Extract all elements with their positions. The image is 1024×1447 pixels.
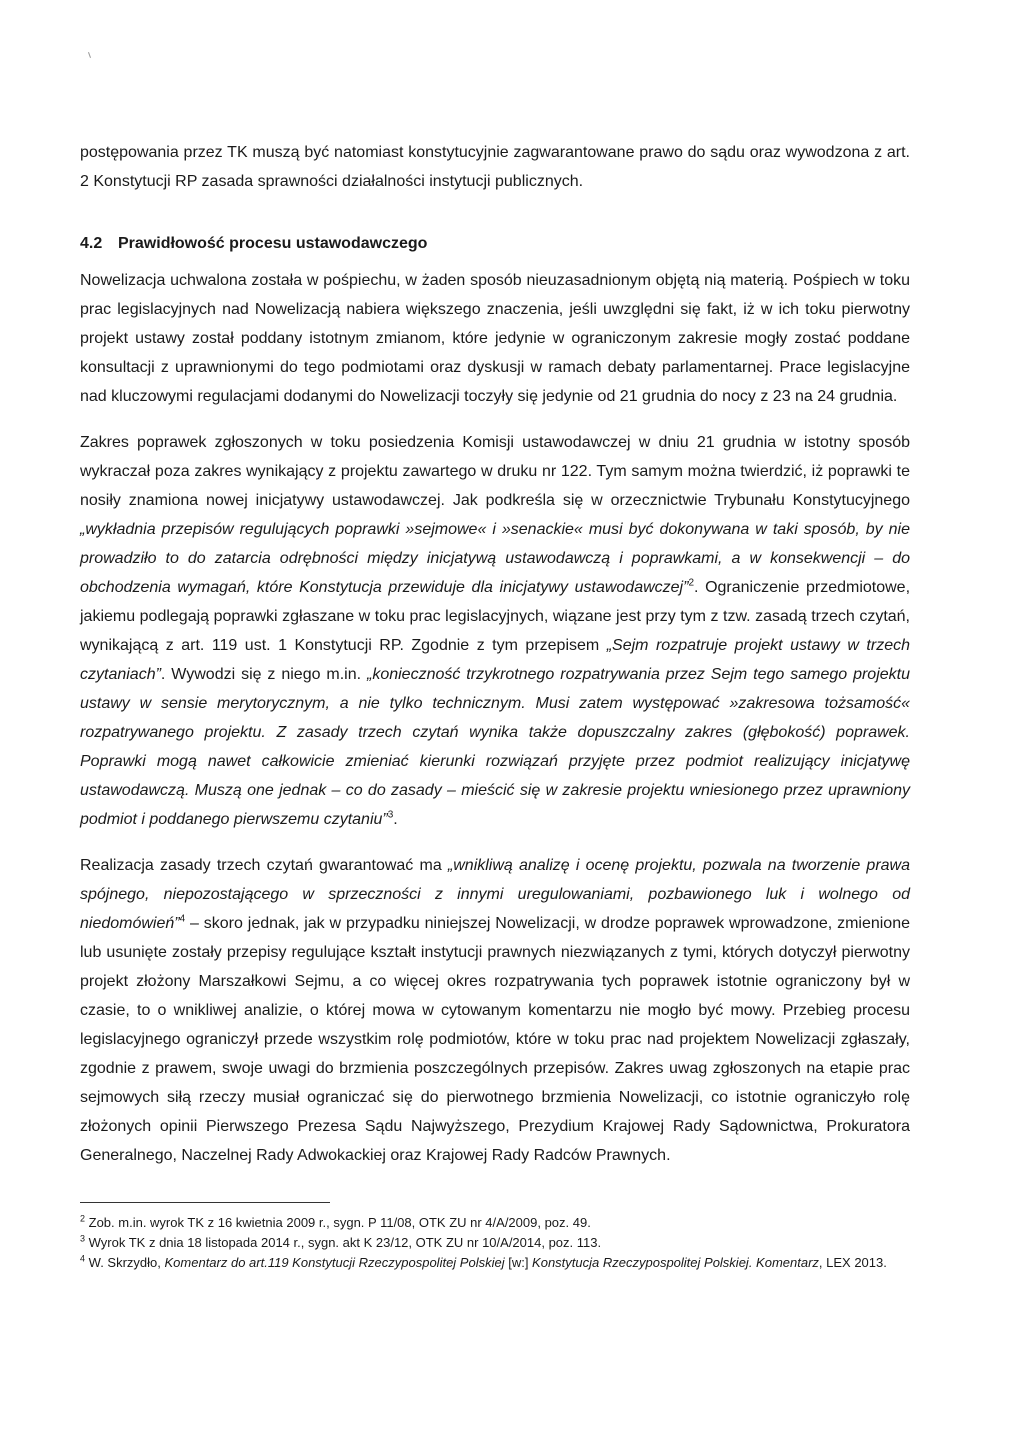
quote-art-119: „Sejm rozpatruje projekt ustawy w trzech czytaniach” bbox=[80, 637, 910, 683]
scan-speck bbox=[88, 52, 91, 58]
section-number: 4.2 bbox=[80, 235, 103, 252]
section-heading bbox=[80, 232, 910, 256]
paragraph-continuation: postępowania przez TK muszą być natomiast konstytucyjnie zagwarantowane prawo do sądu oraz wywodzona z art. 2 Konstytucji RP zasada sprawności działalności instytucji publicznych. bbox=[80, 144, 910, 190]
footnote-ref-3: 3 bbox=[387, 809, 394, 821]
section-title: Prawidłowość procesu ustawodawczego bbox=[118, 235, 428, 252]
footnote-3: $^3$ Wyrok TK z dnia 18 listopada 2014 r., sygn. akt K 23/12, OTK ZU nr 10/A/2014, poz. 113. bbox=[80, 1233, 602, 1250]
paragraph-three-readings: Realizacja zasady trzech czytań gwarantować ma „wnikliwą analizę i ocenę projektu, pozwala na tworzenie prawa spójnego, niepozostającego w sprzeczności z innymi uregulowaniami, pozbawionego luk i wolnego od niedomówień”$^4$ – skoro jednak, jak w przypadku niniejszej Nowelizacji, w drodze poprawek wprowadzone, zmienione lub usunięte zostały przepisy regulujące kształt instytucji prawnych niezwiązanych z tymi, których dotyczył pierwotny projekt złożony Marszałkowi Sejmu, a co więcej okres rozpatrywania tych poprawek istotnie ograniczony był w czasie, to o wnikliwej analizie, o której mowa w cytowanym komentarzu nie mogło być mowy. Przebieg procesu legislacyjnego ograniczył przede wszystkim rolę podmiotów, które w toku prac nad projektem Nowelizacji zgłaszały, zgodnie z prawem, swoje uwagi do brzmienia poszczególnych przepisów. Zakres uwag zgłoszonych na etapie prac sejmowych siłą rzeczy musiał ograniczać się do pierwotnego brzmienia Nowelizacji, co istotnie ograniczyło rolę złożonych opinii Pierwszego Prezesa Sądu Najwyższego, Prezydium Krajowej Rady Sądownictwa, Prokuratora Generalnego, Naczelnej Rady Adwokackiej oraz Krajowej Rady Radców Prawnych. bbox=[80, 857, 911, 1164]
paragraph-amendments: Zakres poprawek zgłoszonych w toku posiedzenia Komisji ustawodawczej w dniu 21 grudnia w istotny sposób wykraczał poza zakres wynikający z projektu zawartego w druku nr 122. Tym samym można twierdzić, iż poprawki te nosiły znamiona nowej inicjatywy ustawodawczej. Jak podkreśla się w orzecznictwie Trybunału Konstytucyjnego „wykładnia przepisów regulujących poprawki »sejmowe« i »senackie« musi być dokonywana w taki sposób, by nie prowadziło to do zatarcia odrębności między inicjatywą ustawodawczą i poprawkami, a w konsekwencji – do obchodzenia wymagań, które Konstytucja przewiduje dla inicjatywy ustawodawczej”$^2$. Ograniczenie przedmiotowe, jakiemu podlegają poprawki zgłaszane w toku prac legislacyjnych, wiązane jest przy tym z tzw. zasadą trzech czytań, wynikającą z art. 119 ust. 1 Konstytucji RP. Zgodnie z tym przepisem „Sejm rozpatruje projekt ustawy w trzech czytaniach”. Wywodzi się z niego m.in. „konieczność trzykrotnego rozpatrywania przez Sejm tego samego projektu ustawy w sensie merytorycznym, a nie tylko technicznym. Musi zatem występować »zakresowa tożsamość« rozpatrywanego projektu. Z zasady trzech czytań wynika także dopuszczalny zakres (głębokość) poprawek. Poprawki mogą nawet całkowicie zmieniać kierunki rozwiązań przyjęte przez podmiot realizujący inicjatywę ustawodawczą. Muszą one jednak – co do zasady – mieścić się w zakresie projektu wniesionego przez uprawniony podmiot i poddanego pierwszemu czytaniu”$^3$. bbox=[80, 434, 911, 828]
quote-three-readings: „konieczność trzykrotnego rozpatrywania przez Sejm tego samego projektu ustawy w sensie merytorycznym, a nie tylko technicznym. Musi zatem występować »zakresowa tożsamość« rozpatrywanego projektu. Z zasady trzech czytań wynika także dopuszczalny zakres (głębokość) poprawek. Poprawki mogą nawet całkowicie zmieniać kierunki rozwiązań przyjęte przez podmiot realizujący inicjatywę ustawodawczą. Muszą one jednak – co do zasady – mieścić się w zakresie projektu wniesionego przez uprawniony podmiot i poddanego pierwszemu czytaniu” bbox=[80, 666, 910, 828]
document-page bbox=[80, 138, 910, 1273]
quote-tk-interpretation: „wykładnia przepisów regulujących poprawki »sejmowe« i »senackie« musi być dokonywana w taki sposób, by nie prowadziło to do zatarcia odrębności między inicjatywą ustawodawczą i poprawkami, a w konsekwencji – do obchodzenia wymagań, które Konstytucja przewiduje dla inicjatywy ustawodawczej” bbox=[80, 521, 910, 596]
footnotes bbox=[80, 1213, 910, 1273]
footnote-ref-2: 2 bbox=[688, 577, 694, 589]
quote-commentary: „wnikliwą analizę i ocenę projektu, pozwala na tworzenie prawa spójnego, niepozostającego w sprzeczności z innymi uregulowaniami, pozbawionego luk i wolnego od niedomówień” bbox=[80, 857, 911, 932]
footnote-4: $^4$ W. Skrzydło, Komentarz do art.119 Konstytucji Rzeczypospolitej Polskiej [w:] Konstytucja Rzeczypospolitej Polskiej. Komentarz, LEX 2013. bbox=[80, 1253, 887, 1270]
footnote-2: $^2$ Zob. m.in. wyrok TK z 16 kwietnia 2009 r., sygn. P 11/08, OTK ZU nr 4/A/2009, poz. 49. bbox=[80, 1213, 591, 1230]
paragraph-haste: Nowelizacja uchwalona została w pośpiechu, w żaden sposób nieuzasadnionym objętą nią materią. Pośpiech w toku prac legislacyjnych nad Nowelizacją nabiera większego znaczenia, jeśli uwzględni się fakt, iż w ich toku pierwotny projekt ustawy został poddany istotnym zmianom, które jedynie w ograniczonym zakresie mogły zostać poddane konsultacji z uprawnionymi do tego podmiotami oraz dyskusji w ramach debaty parlamentarnej. Prace legislacyjne nad kluczowymi regulacjami dodanymi do Nowelizacji toczyły się jedynie od 21 grudnia do nocy z 23 na 24 grudnia. bbox=[80, 272, 910, 405]
footnote-ref-4: 4 bbox=[179, 913, 186, 925]
footnote-separator bbox=[80, 1202, 330, 1203]
